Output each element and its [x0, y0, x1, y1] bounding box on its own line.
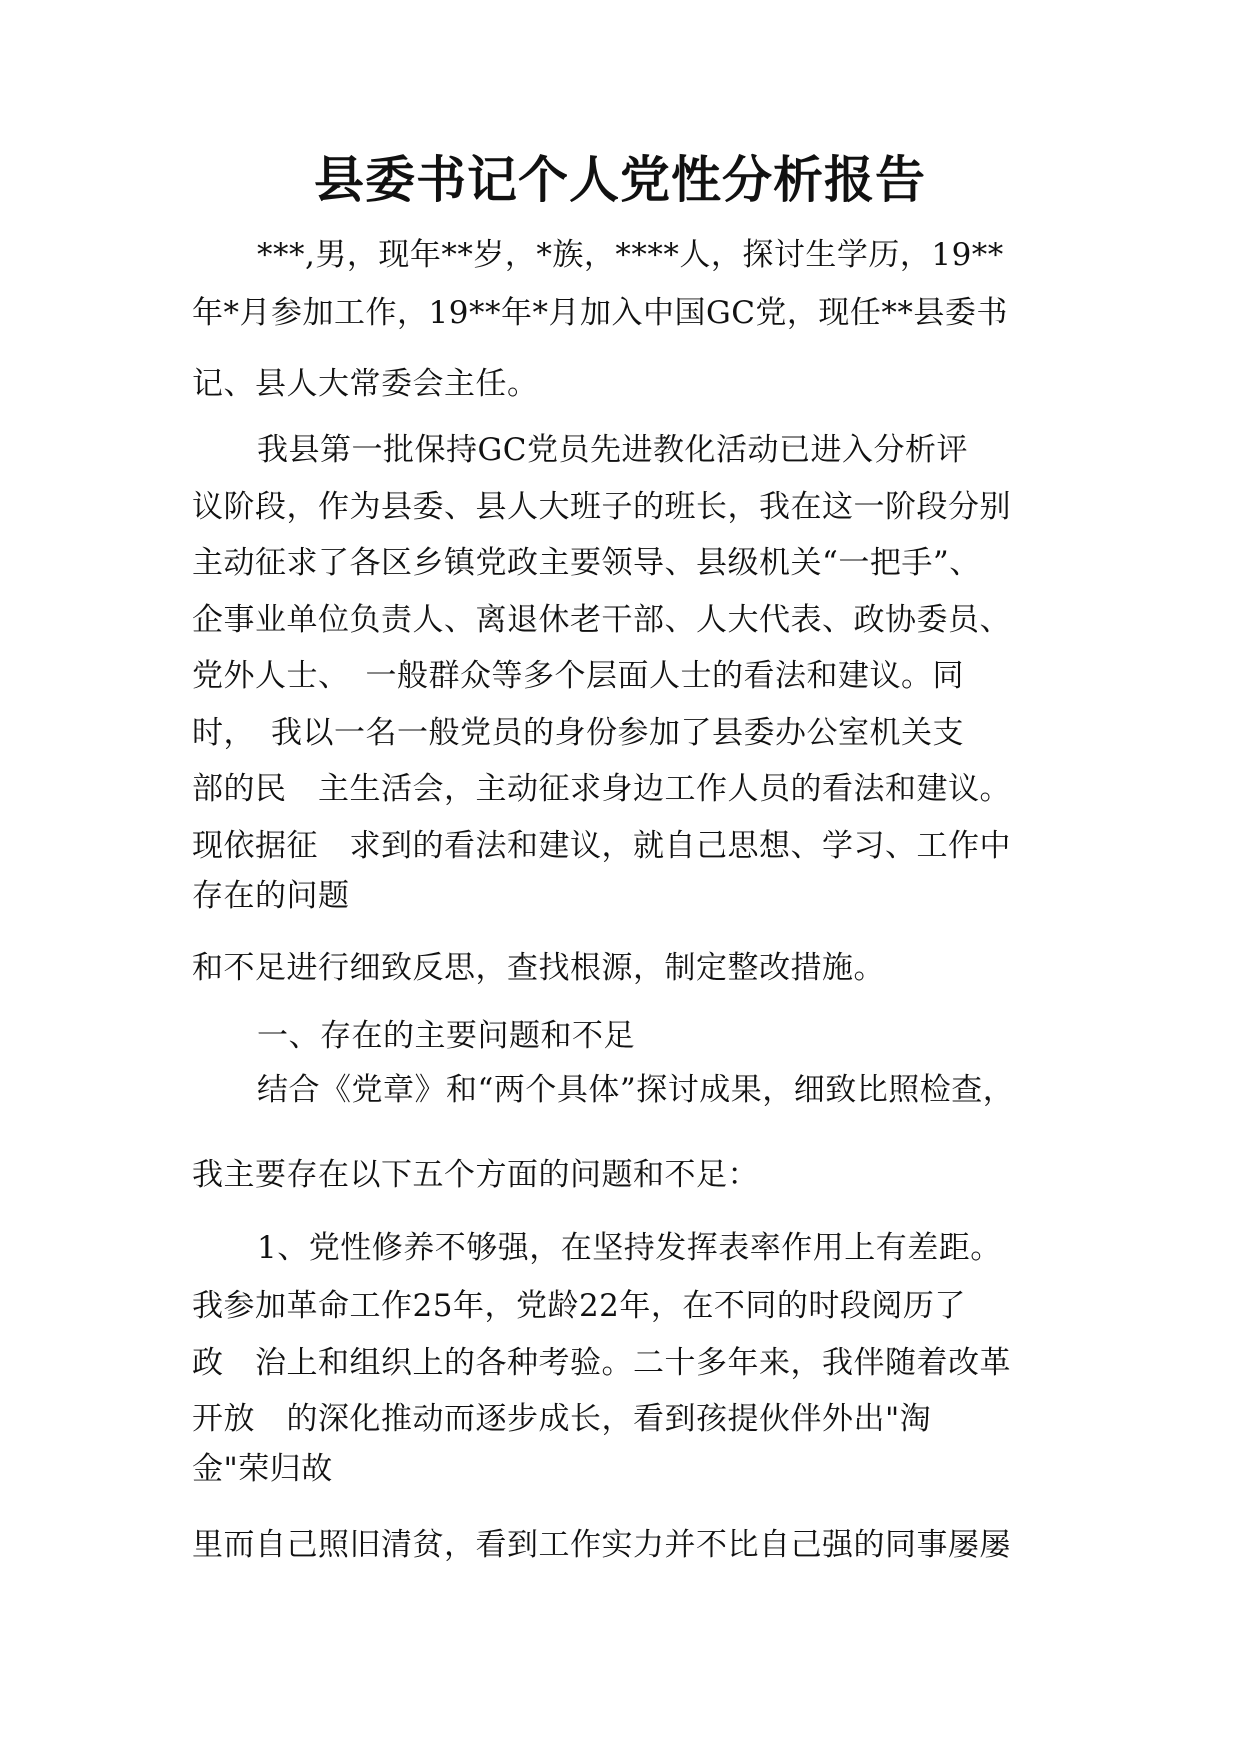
- text-line: 现依据征 求到的看法和建议，就自己思想、学习、工作中: [192, 828, 1011, 864]
- text-line: 政 治上和组织上的各种考验。二十多年来，我伴随着改革: [192, 1345, 1011, 1381]
- document-title: 县委书记个人党性分析报告: [314, 150, 926, 209]
- text-line: 存在的问题: [192, 878, 350, 914]
- text-line: 我县第一批保持GC党员先进教化活动已进入分析评: [257, 432, 968, 468]
- text-line: 金"荣归故: [192, 1451, 333, 1487]
- text-line: 我主要存在以下五个方面的问题和不足：: [192, 1157, 759, 1193]
- section-heading: 一、存在的主要问题和不足: [257, 1018, 635, 1054]
- text-line: ***,男，现年**岁，*族，****人，探讨生学历，19**: [257, 237, 1004, 273]
- text-line: 年*月参加工作，19**年*月加入中国GC党，现任**县委书: [192, 295, 1008, 331]
- text-line: 里而自己照旧清贫，看到工作实力并不比自己强的同事屡屡: [192, 1527, 1011, 1563]
- text-line: 结合《党章》和“两个具体”探讨成果，细致比照检查，: [257, 1072, 1015, 1108]
- text-line: 记、县人大常委会主任。: [192, 366, 539, 402]
- text-line: 党外人士、 一般群众等多个层面人士的看法和建议。同: [192, 658, 964, 694]
- text-line: 企事业单位负责人、离退休老干部、人大代表、政协委员、: [192, 602, 1011, 638]
- text-line: 1、党性修养不够强，在坚持发挥表率作用上有差距。: [257, 1230, 1002, 1266]
- text-line: 时， 我以一名一般党员的身份参加了县委办公室机关支: [192, 715, 964, 751]
- text-line: 议阶段，作为县委、县人大班子的班长，我在这一阶段分别: [192, 489, 1011, 525]
- text-line: 我参加革命工作25年，党龄22年，在不同的时段阅历了: [192, 1288, 966, 1324]
- text-line: 部的民 主生活会，主动征求身边工作人员的看法和建议。: [192, 771, 1011, 807]
- text-line: 主动征求了各区乡镇党政主要领导、县级机关“一把手”、: [192, 545, 981, 581]
- text-line: 开放 的深化推动而逐步成长，看到孩提伙伴外出"淘: [192, 1401, 932, 1437]
- text-line: 和不足进行细致反思，查找根源，制定整改措施。: [192, 950, 885, 986]
